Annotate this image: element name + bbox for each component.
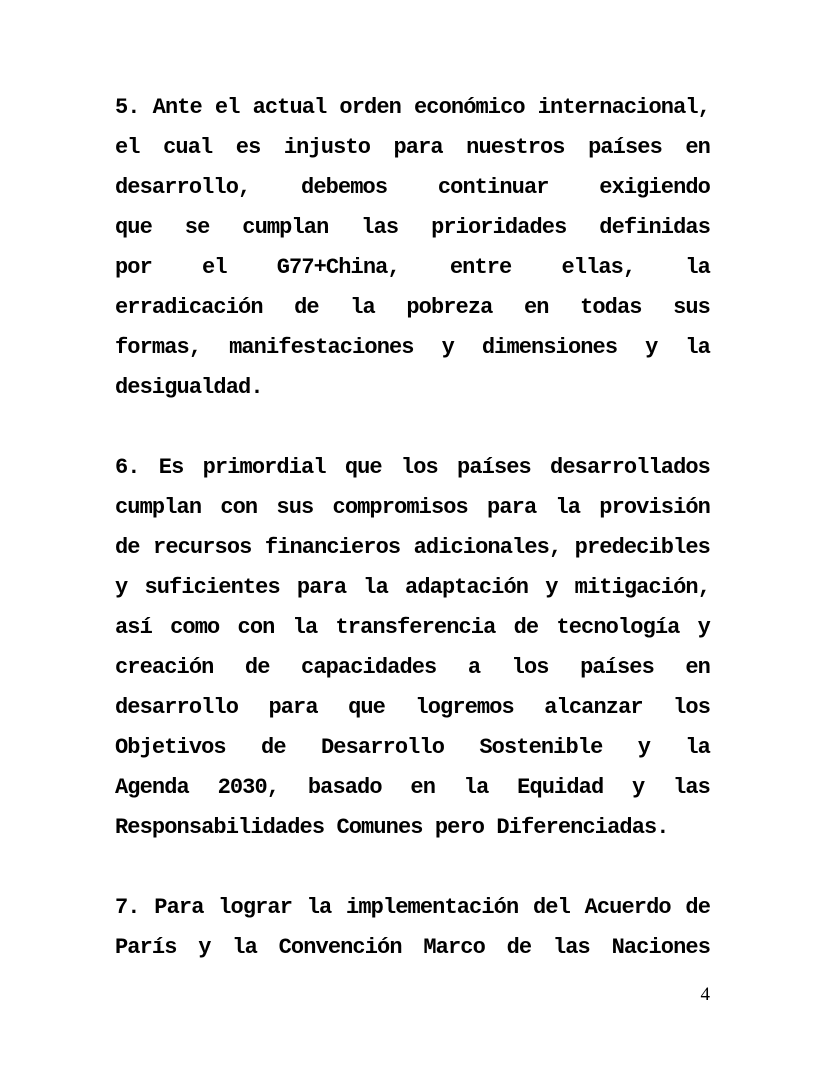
- paragraph-6: [115, 448, 710, 848]
- text-line: desarrollo, debemos continuar exigiendo: [115, 175, 710, 200]
- text-line: desigualdad.: [115, 375, 263, 400]
- text-line: así como con la transferencia de tecnología y: [115, 615, 710, 640]
- text-line: creación de capacidades a los países en: [115, 655, 710, 680]
- text-line: 7. Para lograr la implementación del Acuerdo de: [115, 895, 710, 920]
- text-line: desarrollo para que logremos alcanzar los: [115, 695, 710, 720]
- paragraph-7: [115, 888, 710, 968]
- text-line: que se cumplan las prioridades definidas: [115, 215, 710, 240]
- page-footer: [115, 984, 710, 1006]
- text-line: Responsabilidades Comunes pero Diferenciadas.: [115, 815, 669, 840]
- text-line: formas, manifestaciones y dimensiones y la: [115, 335, 710, 360]
- page-number: 4: [700, 984, 710, 1005]
- text-line: Objetivos de Desarrollo Sostenible y la: [115, 735, 710, 760]
- paragraph-5: [115, 88, 710, 408]
- text-line: 6. Es primordial que los países desarrollados: [115, 455, 710, 480]
- document-body: [115, 88, 710, 968]
- text-line: el cual es injusto para nuestros países en: [115, 135, 710, 160]
- text-line: París y la Convención Marco de las Naciones: [115, 935, 710, 960]
- text-line: de recursos financieros adicionales, predecibles: [115, 535, 710, 560]
- text-line: y suficientes para la adaptación y mitigación,: [115, 575, 710, 600]
- text-line: erradicación de la pobreza en todas sus: [115, 295, 710, 320]
- text-line: por el G77+China, entre ellas, la: [115, 255, 710, 280]
- text-line: 5. Ante el actual orden económico internacional,: [115, 95, 710, 120]
- text-line: Agenda 2030, basado en la Equidad y las: [115, 775, 710, 800]
- text-line: cumplan con sus compromisos para la provisión: [115, 495, 710, 520]
